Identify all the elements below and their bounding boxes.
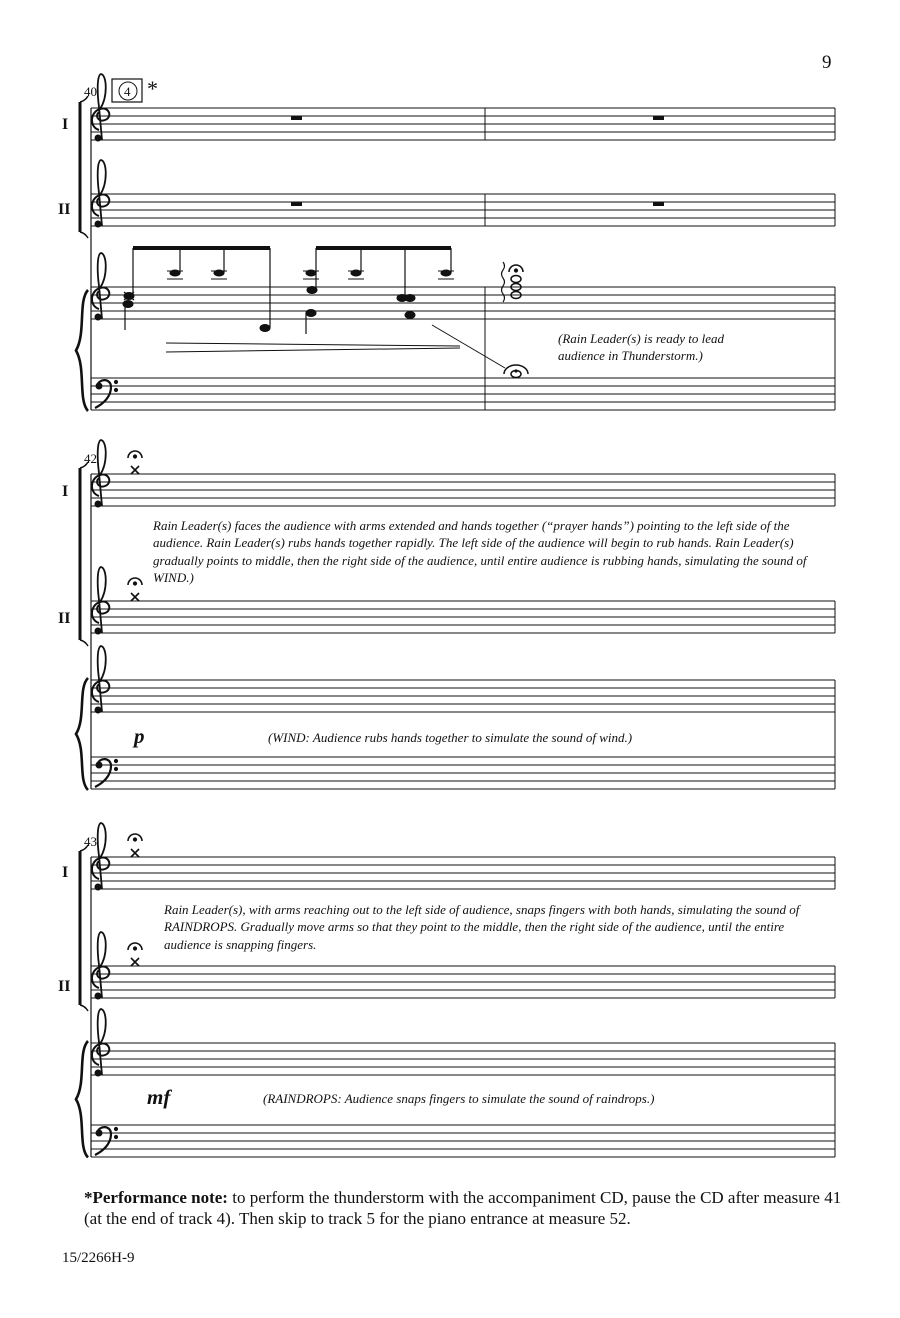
performance-note-text: to perform the thunderstorm with the accompaniment CD, pause the CD after measure 41 (at the end of track 4). Then skip to track 5 for the piano entrance at measure 52. — [84, 1188, 842, 1228]
system-1 — [76, 74, 835, 411]
catalog-code: 15/2266H-9 — [62, 1250, 135, 1266]
raindrops-audience-cue: (RAINDROPS: Audience snaps fingers to simulate the sound of raindrops.) — [263, 1091, 655, 1106]
staff-label-I: I — [62, 864, 69, 881]
piano-treble-staff — [91, 680, 835, 712]
page-number: 9 — [822, 52, 832, 73]
piano-treble-staff — [91, 287, 835, 319]
staff-I — [91, 108, 835, 140]
staff-label-II: II — [58, 978, 71, 995]
staff-label-II: II — [58, 201, 71, 218]
wind-audience-cue: (WIND: Audience rubs hands together to simulate the sound of wind.) — [268, 730, 633, 745]
svg-text:4: 4 — [124, 84, 131, 99]
piano-bass-staff — [91, 378, 835, 410]
measure-number-42: 42 — [84, 451, 97, 466]
dynamic-mezzo-forte: mf — [147, 1085, 171, 1109]
dynamic-piano: p — [134, 724, 145, 748]
staff-label-I: I — [62, 116, 69, 133]
leader-ready-instruction: (Rain Leader(s) is ready to lead audience in Thunderstorm.) — [558, 331, 724, 364]
measure-number-40: 40 — [84, 84, 97, 99]
piano-treble-staff — [91, 1043, 835, 1075]
piano-bass-staff — [91, 1125, 835, 1157]
raindrops-leader-direction: Rain Leader(s), with arms reaching out to the left side of audience, snaps fingers with both hands, simulating the sound of RAINDROPS. Gradually move arms so that they point to the middle, then the right side of the audience, until the entire audience is snapping fingers. — [164, 902, 800, 952]
performance-note-label: *Performance note: — [84, 1188, 228, 1207]
staff-II — [91, 601, 835, 633]
wind-leader-direction: Rain Leader(s) faces the audience with arms extended and hands together (“prayer hands”) pointing to the left side of the audience. Rain Leader(s) rubs hands together rapidly. The left side of the audience will begin to rub hands. Rain Leader(s) gradually points to middle, then the right side of the audience, until entire audience is rubbing hands, simulating the sound of WIND.) — [153, 518, 807, 585]
staff-I — [91, 857, 835, 889]
staff-II — [91, 194, 835, 226]
system-2 — [76, 440, 835, 790]
measure-number-43: 43 — [84, 834, 97, 849]
staff-label-I: I — [62, 483, 69, 500]
staff-label-II: II — [58, 610, 71, 627]
staff-II — [91, 966, 835, 998]
asterisk-mark: * — [147, 76, 158, 101]
piano-bass-staff — [91, 757, 835, 789]
staff-I — [91, 474, 835, 506]
system-3 — [76, 823, 835, 1157]
